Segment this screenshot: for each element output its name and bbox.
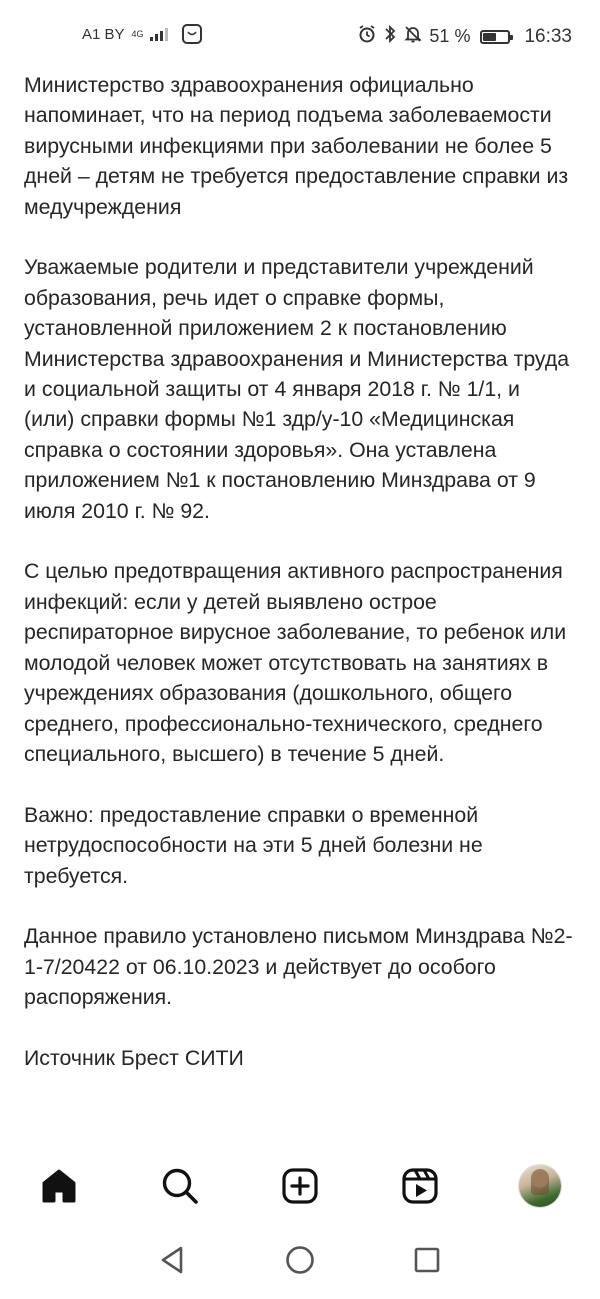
nav-reels[interactable] xyxy=(398,1164,442,1208)
status-right xyxy=(357,24,572,49)
system-home-button[interactable] xyxy=(284,1244,316,1276)
search-icon xyxy=(160,1166,200,1206)
battery-fill xyxy=(483,33,495,41)
mute-bell-icon xyxy=(403,24,423,49)
caption-paragraph: Уважаемые родители и представители учреждений образования, речь идет о справке формы, установленной приложением 2 к постановлению Министерства здравоохранения и Министерства труда и социальной защиты от 4 января 2018 г. № 1/1, и (или) справки формы №1 здр/у-10 «Медицинская справка о состоянии здоровья». Она уставлена приложением №1 к постановлению Минздрава от 9 июля 2010 г. № 92. xyxy=(24,255,570,523)
nav-home[interactable] xyxy=(37,1164,81,1208)
carrier-label: A1 BY xyxy=(82,25,125,43)
nav-create[interactable] xyxy=(278,1164,322,1208)
reels-icon xyxy=(400,1166,440,1206)
recents-icon xyxy=(413,1246,441,1274)
post-caption[interactable] xyxy=(24,70,576,1152)
caption-paragraph: Важно: предоставление справки о временной нетрудоспособности на эти 5 дней болезни не требуется. xyxy=(24,802,483,888)
notification-app-icon xyxy=(182,24,202,44)
create-post-icon xyxy=(280,1166,320,1206)
back-icon xyxy=(158,1245,186,1275)
alarm-icon xyxy=(357,24,377,49)
home-circle-icon xyxy=(285,1245,315,1275)
network-type: 4G xyxy=(131,29,144,39)
nav-search[interactable] xyxy=(158,1164,202,1208)
bottom-navigation xyxy=(0,1152,600,1220)
system-back-button[interactable] xyxy=(156,1244,188,1276)
system-recents-button[interactable] xyxy=(411,1244,443,1276)
nav-profile[interactable] xyxy=(518,1164,562,1208)
home-icon xyxy=(39,1167,79,1205)
battery-percent: 51 % xyxy=(429,26,471,46)
status-left xyxy=(82,24,202,44)
clock: 16:33 xyxy=(524,25,572,47)
bluetooth-icon xyxy=(383,24,397,49)
battery-icon xyxy=(480,30,510,44)
caption-paragraph: Данное правило установлено письмом Минздрава №2-1-7/20422 от 06.10.2023 и действует до особого распоряжения. xyxy=(24,924,573,1010)
status-bar xyxy=(0,0,600,76)
system-navigation-bar xyxy=(0,1220,600,1299)
caption-paragraph: С целью предотвращения активного распространения инфекций: если у детей выявлено острое респираторное вирусное заболевание, то ребенок или молодой человек может отсутствовать на занятиях в учреждениях образования (дошкольного, общего среднего, профессионально-технического, среднего специального, высшего) в течение 5 дней. xyxy=(24,559,567,766)
caption-paragraph-source: Источник Брест СИТИ xyxy=(24,1045,244,1070)
profile-avatar xyxy=(519,1165,561,1207)
signal-icon xyxy=(150,27,168,41)
caption-paragraph: Министерство здравоохранения официально напоминает, что на период подъема заболеваемости вирусными инфекциями при заболевании не более 5 дней – детям не требуется предоставление справки из медучреждения xyxy=(24,73,569,219)
